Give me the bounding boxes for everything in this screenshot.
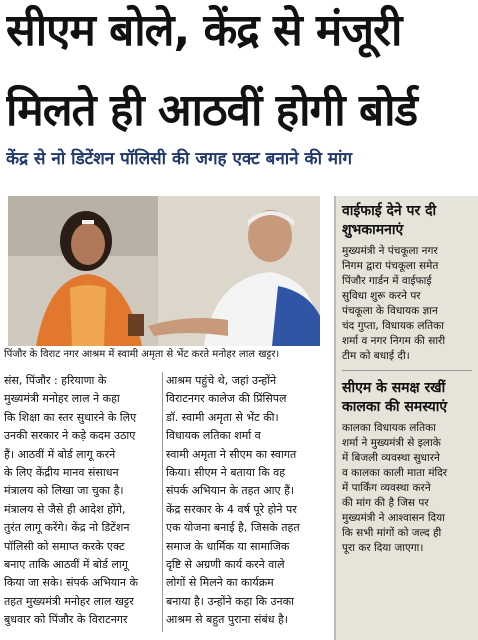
sidebar-box1-line: चंद गुप्ता, विधायक लतिका xyxy=(342,320,444,332)
article-col2-line: संपर्क अभियान के तहत आए हैं। xyxy=(166,484,295,498)
article-col1-line: मंत्रालय को लिखा जा चुका है। xyxy=(4,484,124,498)
sidebar-box2-line: व कालका काली माता मंदिर xyxy=(342,467,448,479)
article-col1-line: हैं। आठवीं में बोर्ड लागू करने xyxy=(4,447,116,461)
sidebar-box2-line: कि सभी मांगों को जल्द ही xyxy=(342,527,442,539)
sidebar-box2-line: कालका विधायक लतिका xyxy=(342,422,436,434)
article-col1-line: संस, पिंजौर : हरियाणा के xyxy=(4,374,107,387)
article-col1-line: तुरंत लागू करेंगे। केंद्र नो डिटेंशन xyxy=(4,521,130,535)
article-col2-line: डॉ. स्वामी अमृता से भेंट की। xyxy=(166,410,279,424)
article-col2-line: समाज के धार्मिक या सामाजिक xyxy=(166,539,290,553)
sidebar-box1-body xyxy=(336,244,478,364)
subheadline: केंद्र से नो डिटेंशन पॉलिसी की जगह एक्ट बनाने की मांग xyxy=(6,149,353,169)
headline-line-2: मिलते ही आठवीं होगी बोर्ड xyxy=(6,85,418,136)
news-photo xyxy=(8,196,320,346)
sidebar-box1-title: वाईफाई देने पर दी शुभकामनाएं xyxy=(342,203,437,238)
article-column-2 xyxy=(166,372,322,630)
article-col2-line: आश्रम पहुंचे थे, जहां उन्होंने xyxy=(166,374,277,387)
sidebar-box2-line: में बिजली व्यवस्था सुधारने xyxy=(342,452,440,464)
sidebar xyxy=(334,196,478,640)
sidebar-box1-line: शर्मा व नगर निगम की सारी xyxy=(342,335,446,347)
sidebar-box1-line: निगम द्वारा पंचकूला समेत xyxy=(342,260,439,272)
article-col2-line: विधायक लतिका शर्मा व xyxy=(166,429,261,443)
article-col2-line: केंद्र सरकार के 4 वर्ष पूरे होने पर xyxy=(166,502,297,516)
sidebar-box2-line: पूरा कर दिया जाएगा। xyxy=(342,542,424,554)
article-col1-line: किया जा सके। संपर्क अभियान के xyxy=(4,576,138,590)
sidebar-box2-line: में पार्किंग व्यवस्था करने xyxy=(342,482,431,494)
article-col1-line: बुधवार को पिंजौर के विराटनगर xyxy=(4,613,128,627)
article-col1-line: पॉलिसी को समाप्त करके एक्ट xyxy=(4,539,125,553)
sidebar-box1-line: पंचकूला के विधायक ज्ञान xyxy=(342,305,438,317)
article-col2-line: दृष्टि से अग्रणी कार्य करने वाले xyxy=(166,558,285,572)
article-col2-line: एक योजना बनाई है, जिसके तहत xyxy=(166,521,300,535)
sidebar-box2-line: की मांग की है जिस पर xyxy=(342,497,429,509)
photo-caption: पिंजौर के विराट नगर आश्रम में स्वामी अमृता से भेंट करते मनोहर लाल खट्टर। xyxy=(4,349,280,360)
sidebar-box2-line: शर्मा ने मुख्यमंत्री से इलाके xyxy=(342,437,441,449)
sidebar-box2-title: सीएम के समक्ष रखीं कालका की समस्याएं xyxy=(342,380,448,415)
article-col2-line: किया। सीएम ने बताया कि वह xyxy=(166,466,286,480)
sidebar-box1-line: टीम को बधाई दी। xyxy=(342,350,410,362)
article-col2-line: स्वामी अमृता ने सीएम का स्वागत xyxy=(166,447,297,461)
sidebar-box2-body xyxy=(336,421,478,556)
article-col2-line: बनाया है। उन्होंने कहा कि उनका xyxy=(166,594,294,608)
sidebar-box2-line: मुख्यमंत्री ने आश्वासन दिया xyxy=(342,512,445,524)
sidebar-box1-line: पिंजौर गार्डन में वाईफाई xyxy=(342,275,432,287)
article-col1-line: बनाए ताकि आठवीं में बोर्ड लागू xyxy=(4,558,128,572)
article-col1-line: के लिए केंद्रीय मानव संसाधन xyxy=(4,466,119,480)
article-col2-line: लोगों से मिलने का कार्यक्रम xyxy=(166,576,274,590)
article-col1-line: मंत्रालय से जैसे ही आदेश होंगे, xyxy=(4,502,126,516)
article-col2-line: विराटनगर कालेज की प्रिंसिपल xyxy=(166,392,287,406)
article-col1-line: तहत मुख्यमंत्री मनोहर लाल खट्टर xyxy=(4,594,134,608)
article-col2-line: आश्रम से बहुत पुराना संबंध है। xyxy=(166,613,288,627)
article-column-1 xyxy=(4,372,160,630)
article-col1-line: मुख्यमंत्री मनोहर लाल ने कहा xyxy=(4,392,120,406)
article-col1-line: उनकी सरकार ने कड़े कदम उठाए xyxy=(4,429,136,443)
sidebar-divider xyxy=(342,370,472,371)
sidebar-box1-line: सुविधा शुरू करने पर xyxy=(342,290,421,302)
headline-line-1: सीएम बोले, केंद्र से मंजूरी xyxy=(6,5,402,56)
article-col1-line: कि शिक्षा का स्तर सुधारने के लिए xyxy=(4,410,137,424)
column-divider xyxy=(162,372,163,632)
photo-illustration xyxy=(8,196,320,346)
sidebar-box1-line: मुख्यमंत्री ने पंचकूला नगर xyxy=(342,245,438,257)
